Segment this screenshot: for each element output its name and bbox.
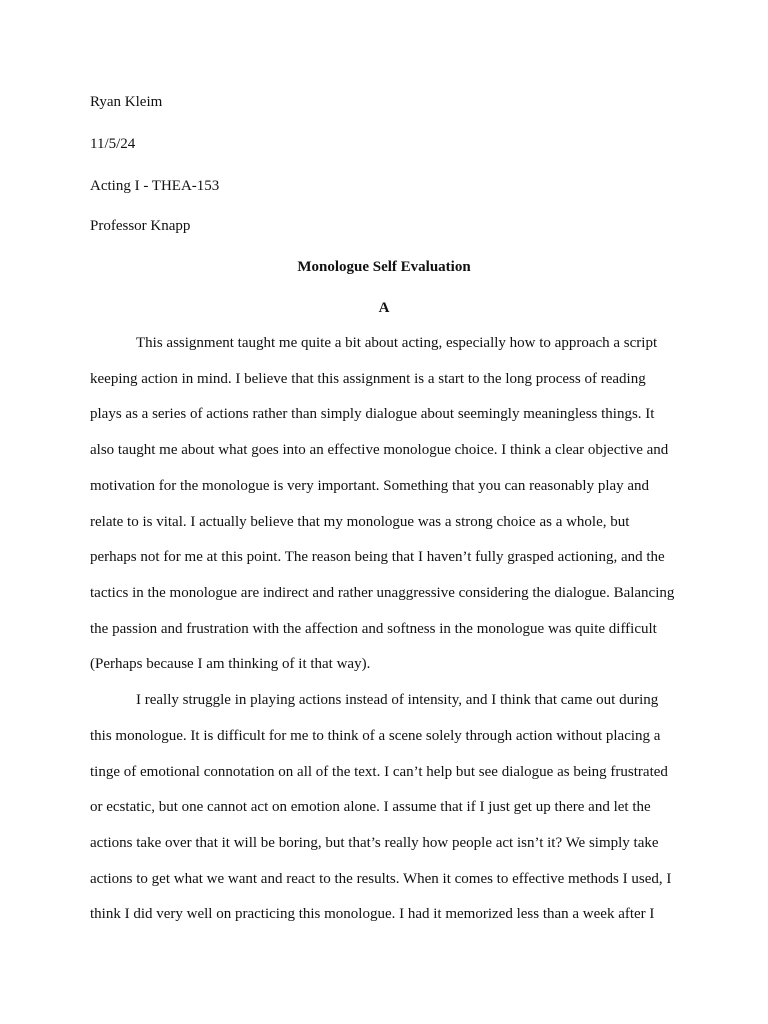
body-line: the passion and frustration with the affection and softness in the monologue was quite difficult [90, 621, 657, 637]
body-line: perhaps not for me at this point. The reason being that I haven’t fully grasped actioning, and the [90, 549, 665, 565]
body-line: think I did very well on practicing this monologue. I had it memorized less than a week after I [90, 906, 655, 922]
body-line: (Perhaps because I am thinking of it that way). [90, 656, 371, 672]
body-line: or ecstatic, but one cannot act on emotion alone. I assume that if I just get up there and let the [90, 799, 651, 815]
course-line: Acting I - THEA-153 [90, 178, 220, 194]
student-name: Ryan Kleim [90, 94, 163, 110]
body-line: relate to is vital. I actually believe that my monologue was a strong choice as a whole, but [90, 514, 630, 530]
body-line: I really struggle in playing actions instead of intensity, and I think that came out during [136, 692, 659, 708]
body-line: motivation for the monologue is very important. Something that you can reasonably play and [90, 478, 650, 494]
body-line: keeping action in mind. I believe that this assignment is a start to the long process of reading [90, 371, 646, 387]
body-line: actions take over that it will be boring, but that’s really how people act isn’t it? We simply take [90, 835, 659, 851]
date-line: 11/5/24 [90, 136, 136, 152]
document-title: Monologue Self Evaluation [297, 259, 471, 275]
body-line: tactics in the monologue are indirect and rather unaggressive considering the dialogue. Balancing [90, 585, 675, 601]
body-line: This assignment taught me quite a bit about acting, especially how to approach a script [136, 335, 658, 351]
body-line: plays as a series of actions rather than simply dialogue about seemingly meaningless things. It [90, 406, 655, 422]
section-heading: A [378, 300, 390, 316]
body-line: this monologue. It is difficult for me to think of a scene solely through action without placing a [90, 728, 661, 744]
body-line: actions to get what we want and react to the results. When it comes to effective methods I used, I [90, 871, 672, 887]
body-line: also taught me about what goes into an effective monologue choice. I think a clear objective and [90, 442, 669, 458]
professor-line: Professor Knapp [90, 218, 191, 234]
body-line: tinge of emotional connotation on all of the text. I can’t help but see dialogue as being frustrated [90, 764, 668, 780]
